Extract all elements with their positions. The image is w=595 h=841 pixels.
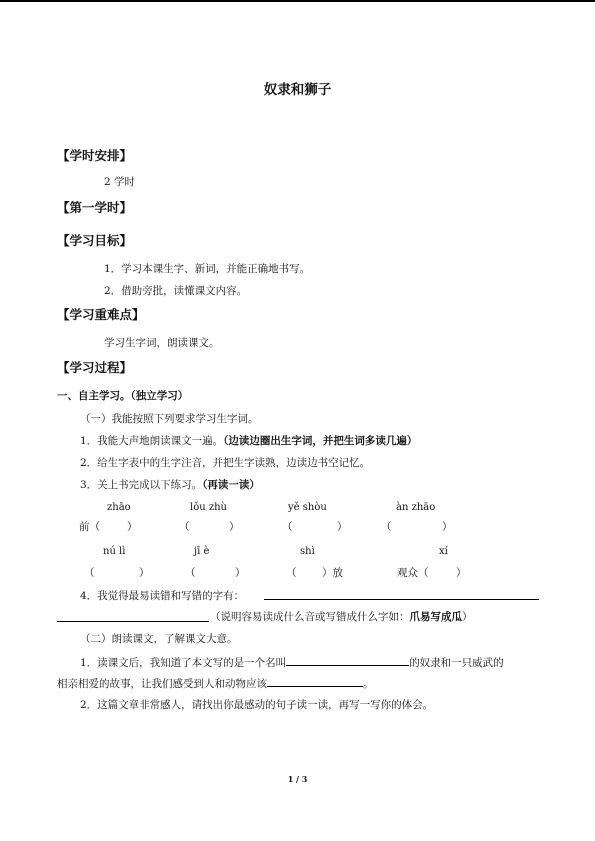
- pinyin: xí: [439, 546, 448, 557]
- blank-should[interactable]: [267, 676, 363, 687]
- item1-bold: （边读边圈出生字词，并把生词多读几遍）: [223, 435, 418, 447]
- blank-close: ）: [442, 521, 453, 533]
- blank-close: ）: [127, 521, 138, 533]
- item3: [80, 478, 260, 492]
- item2: 2．给生字表中的生字注音，并把生字读熟，边读边书空记忆。: [80, 457, 371, 469]
- blank-slave-name[interactable]: [286, 655, 409, 666]
- blank-open: （: [381, 521, 392, 533]
- pinyin: àn zhāo: [396, 502, 436, 513]
- schedule-heading: 【学时安排】: [57, 148, 133, 163]
- goal-item: 1．学习本课生字、新词，并能正确地书写。: [104, 263, 311, 275]
- q2: 2．这篇文章非常感人，请找出你最感动的句子读一读，再写一写你的体会。: [80, 699, 434, 711]
- blank-close: ）: [139, 567, 150, 579]
- page-title: 奴隶和狮子: [263, 82, 332, 98]
- q1-line1: [80, 655, 504, 670]
- top-rule: [0, 0, 595, 2]
- lesson1-heading: 【第一学时】: [57, 200, 133, 215]
- answer-line[interactable]: [57, 621, 209, 622]
- blank-close: ）: [337, 521, 348, 533]
- pinyin: lǒu zhù: [190, 502, 227, 513]
- goal-item: 2．借助旁批，读懂课文内容。: [104, 285, 248, 297]
- answer-line[interactable]: [264, 599, 539, 600]
- pinyin: yě shòu: [288, 502, 327, 513]
- blank-close: ）: [229, 521, 240, 533]
- item4-note-post: ）: [462, 611, 473, 623]
- goals-heading: 【学习目标】: [57, 233, 133, 248]
- blank-close: ）: [456, 567, 467, 579]
- q1-a: 1．读课文后，我知道了本文写的是一个名叫: [80, 657, 287, 669]
- blank-fang: ）放: [322, 567, 343, 579]
- item1: [80, 434, 417, 448]
- blank-open: （: [282, 521, 293, 533]
- process-heading: 【学习过程】: [57, 360, 133, 375]
- blank-open: （: [84, 567, 95, 579]
- item4: 4．我觉得最易读错和写错的字有：: [80, 590, 245, 602]
- part1-heading: 一、自主学习。（独立学习）: [57, 390, 189, 402]
- keypoints-text: 学习生字词，朗读课文。: [104, 337, 220, 349]
- part2-sub2: （二）朗读课文，了解课文大意。: [80, 633, 238, 645]
- item4-note-bold: 爪易写成瓜: [409, 611, 462, 623]
- blank-close: ）: [235, 567, 246, 579]
- blank-guanzhong: 观众（: [397, 567, 429, 579]
- pinyin: nú lì: [103, 546, 126, 557]
- blank-open: （: [179, 521, 190, 533]
- pinyin: jī è: [194, 546, 210, 557]
- q1-b: 的奴隶和一只威武的: [409, 657, 504, 669]
- item3-bold: （再读一读）: [202, 479, 260, 491]
- page-number: 1 / 3: [287, 774, 308, 784]
- blank-open: 前（: [79, 521, 100, 533]
- q1-line2: [57, 676, 374, 691]
- item1-text: 1．我能大声地朗读课文一遍。: [80, 435, 224, 447]
- keypoints-heading: 【学习重难点】: [57, 307, 145, 322]
- item4-note-pre: （说明容易读成什么音或写错成什么字如：: [210, 611, 410, 623]
- item4-note: [210, 610, 473, 624]
- q1-d: 。: [363, 678, 374, 690]
- q1-c: 相亲相爱的故事，让我们感受到人和动物应该: [57, 678, 267, 690]
- item3-text: 3．关上书完成以下练习。: [80, 479, 203, 491]
- part1-sub1: （一）我能按照下列要求学习生字词。: [80, 413, 259, 425]
- pinyin: shì: [300, 546, 315, 557]
- blank-open: （: [185, 567, 196, 579]
- schedule-value: 2 学时: [104, 176, 136, 188]
- pinyin: zhāo: [107, 502, 131, 513]
- blank-open: （: [286, 567, 297, 579]
